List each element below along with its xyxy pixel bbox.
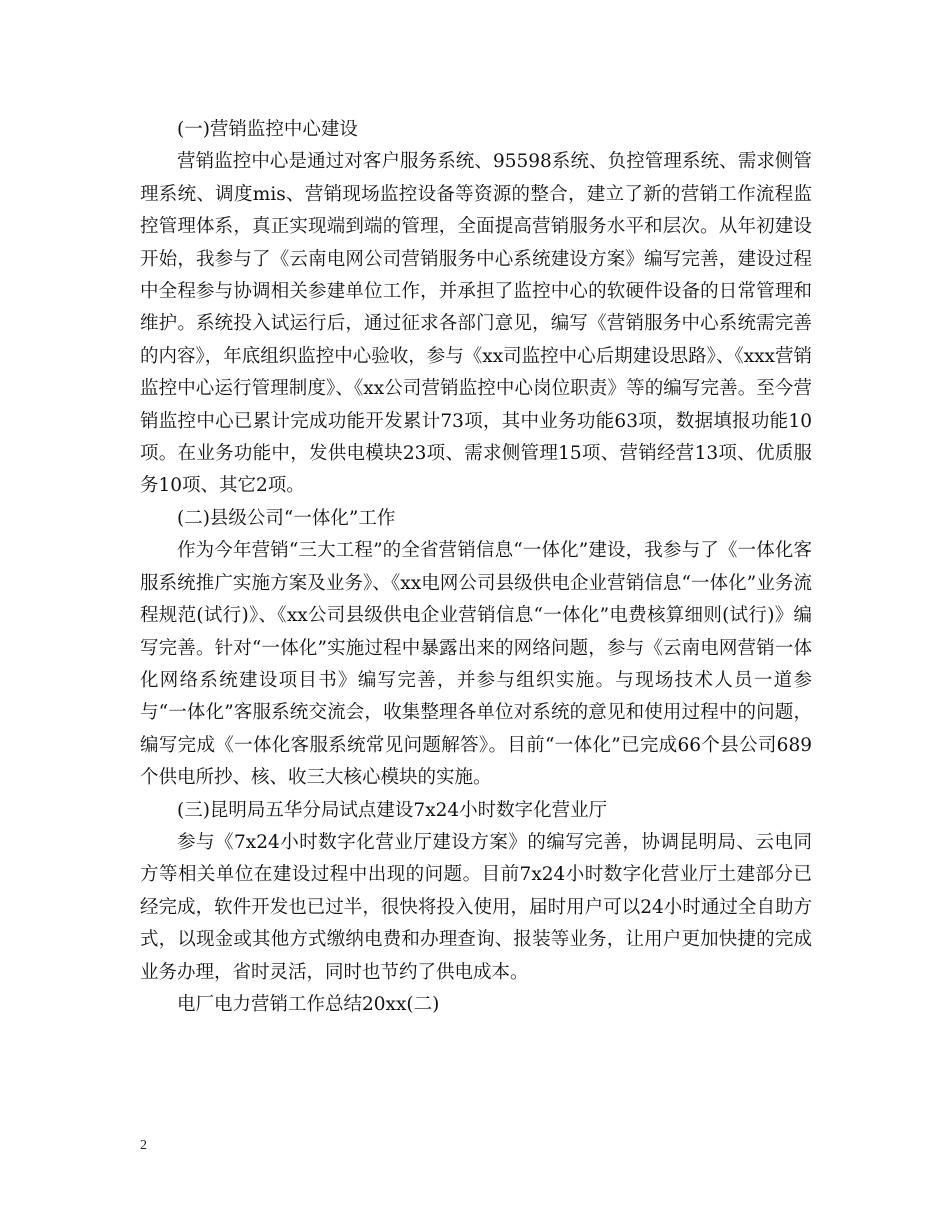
page-number: 2 <box>140 1138 147 1153</box>
section-2-heading: (二)县级公司“一体化”工作 <box>177 507 396 529</box>
section-3-heading: (三)昆明局五华分局试点建设7x24小时数字化营业厅 <box>177 799 608 821</box>
closing-title: 电厂电力营销工作总结20xx(二) <box>177 993 440 1015</box>
section-1-heading: (一)营销监控中心建设 <box>177 119 358 140</box>
section-1-body: 营销监控中心是通过对客户服务系统、95598系统、负控管理系统、需求侧管理系统、调度mis、营销现场监控设备等资源的整合，建立了新的营销工作流程监控管理体系，真正实现端到端的管理，全面提高营销服务水平和层次。从年初建设开始，我参与了《云南电网公司营销服务中心系统建设方案》编写完善，建设过程中全程参与协调相关参建单位工作，并承担了监控中心的软硬件设备的日常管理和维护。系统投入试运行后，通过征求各部门意见，编写《营销服务中心系统需完善的内容》，年底组织监控中心验收，参与《xx司监控中心后期建设思路》、《xxx营销监控中心运行管理制度》、《xx公司营销监控中心岗位职责》等的编写完善。至今营销监控中心已累计完成功能开发累计73项，其中业务功能63项，数据填报功能10项。在业务功能中，发供电模块23项、需求侧管理15项、营销经营13项、优质服务10项、其它2项。 <box>140 151 812 497</box>
section-2-body: 作为今年营销“三大工程”的全省营销信息“一体化”建设，我参与了《一体化客服系统推广实施方案及业务》、《xx电网公司县级供电企业营销信息“一体化”业务流程规范(试行)》、《xx公司县级供电企业营销信息“一体化”电费核算细则(试行)》编写完善。针对“一体化”实施过程中暴露出来的网络问题，参与《云南电网营销一体化网络系统建设项目书》编写完善，并参与组织实施。与现场技术人员一道参与“一体化”客服系统交流会，收集整理各单位对系统的意见和使用过程中的问题，编写完成《一体化客服系统常见问题解答》。目前“一体化”已完成66个县公司689个供电所抄、核、收三大核心模块的实施。 <box>140 540 812 789</box>
section-3-body: 参与《7x24小时数字化营业厅建设方案》的编写完善，协调昆明局、云电同方等相关单位在建设过程中出现的问题。目前7x24小时数字化营业厅土建部分已经完成，软件开发也已过半，很快将投入使用，届时用户可以24小时通过全自助方式，以现金或其他方式缴纳电费和办理查询、报装等业务，让用户更加快捷的完成业务办理，省时灵活，同时也节约了供电成本。 <box>140 831 812 983</box>
document-page <box>140 114 812 1021</box>
